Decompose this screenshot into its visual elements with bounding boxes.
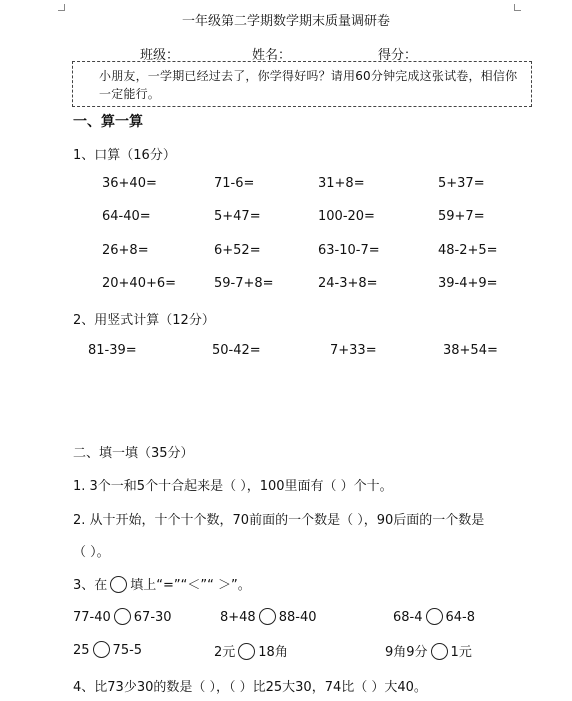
oral-calc-item: 31+8= [318,176,365,191]
oral-calc-item: 64-40= [102,209,151,224]
compare-left: 9角9分 [385,645,428,660]
compare-circle-icon[interactable] [431,643,448,660]
vertical-calc-item: 38+54= [443,343,498,358]
compare-circle-icon [110,576,127,593]
compare-right: 75-5 [112,643,143,658]
compare-right: 88-40 [278,610,317,625]
oral-calc-item: 100-20= [318,209,375,224]
compare-circle-icon[interactable] [259,608,276,625]
oral-calc-item: 5+37= [438,176,485,191]
compare-left: 68-4 [393,610,423,625]
question-2-line2: （ ）。 [73,545,110,560]
compare-left: 77-40 [73,610,111,625]
oral-calc-item: 20+40+6= [102,276,177,291]
oral-calc-item: 71-6= [214,176,255,191]
class-label: 班级： [140,48,180,63]
score-label: 得分： [378,48,418,63]
notice-box [72,61,532,107]
compare-item [73,641,142,658]
question-2-line1: 2. 从十开始，十个十个数，70前面的一个数是（ ），90后面的一个数是 [73,513,485,528]
vertical-calc-item: 7+33= [330,343,377,358]
section2-heading: 二、填一填（35分） [73,446,194,461]
compare-right: 64-8 [445,610,476,625]
compare-item [393,608,475,625]
compare-right: 18角 [258,645,288,660]
section1-heading: 一、算一算 [73,114,143,130]
part2-heading: 2、用竖式计算（12分） [73,313,215,328]
compare-left: 25 [73,643,90,658]
page-title: 一年级第二学期数学期末质量调研卷 [181,14,390,29]
question-3-prefix: 3、在 [73,578,108,593]
vertical-calc-item: 81-39= [88,343,137,358]
part1-heading: 1、口算（16分） [73,148,176,163]
question-3-suffix: 填上“=”“＜”“ ＞”。 [130,578,251,593]
oral-calc-item: 24-3+8= [318,276,378,291]
notice-text: 小朋友，一学期已经过去了，你学得好吗？请用60分钟完成这张试卷，相信你一定能行。 [99,69,518,101]
compare-left: 2元 [214,645,236,660]
oral-calc-item: 63-10-7= [318,243,380,258]
oral-calc-item: 39-4+9= [438,276,498,291]
name-label: 姓名： [252,48,292,63]
compare-circle-icon[interactable] [114,608,131,625]
oral-calc-item: 59-7+8= [214,276,274,291]
vertical-calc-item: 50-42= [212,343,261,358]
compare-item [220,608,317,625]
compare-item [214,641,288,660]
oral-calc-item: 59+7= [438,209,485,224]
oral-calc-item: 48-2+5= [438,243,498,258]
oral-calc-item: 6+52= [214,243,261,258]
compare-right: 67-30 [133,610,172,625]
compare-circle-icon[interactable] [238,643,255,660]
question-4: 4、比73少30的数是（ ），（ ）比25大30，74比（ ）大40。 [73,680,427,695]
question-3 [73,574,251,593]
compare-item [385,641,472,660]
oral-calc-item: 36+40= [102,176,157,191]
oral-calc-item: 5+47= [214,209,261,224]
oral-calc-item: 26+8= [102,243,149,258]
question-1: 1. 3个一和5个十合起来是（ ），100里面有（ ）个十。 [73,479,393,494]
compare-right: 1元 [450,645,472,660]
compare-item [73,608,172,625]
compare-circle-icon[interactable] [93,641,110,658]
compare-left: 8+48 [220,610,256,625]
compare-circle-icon[interactable] [426,608,443,625]
